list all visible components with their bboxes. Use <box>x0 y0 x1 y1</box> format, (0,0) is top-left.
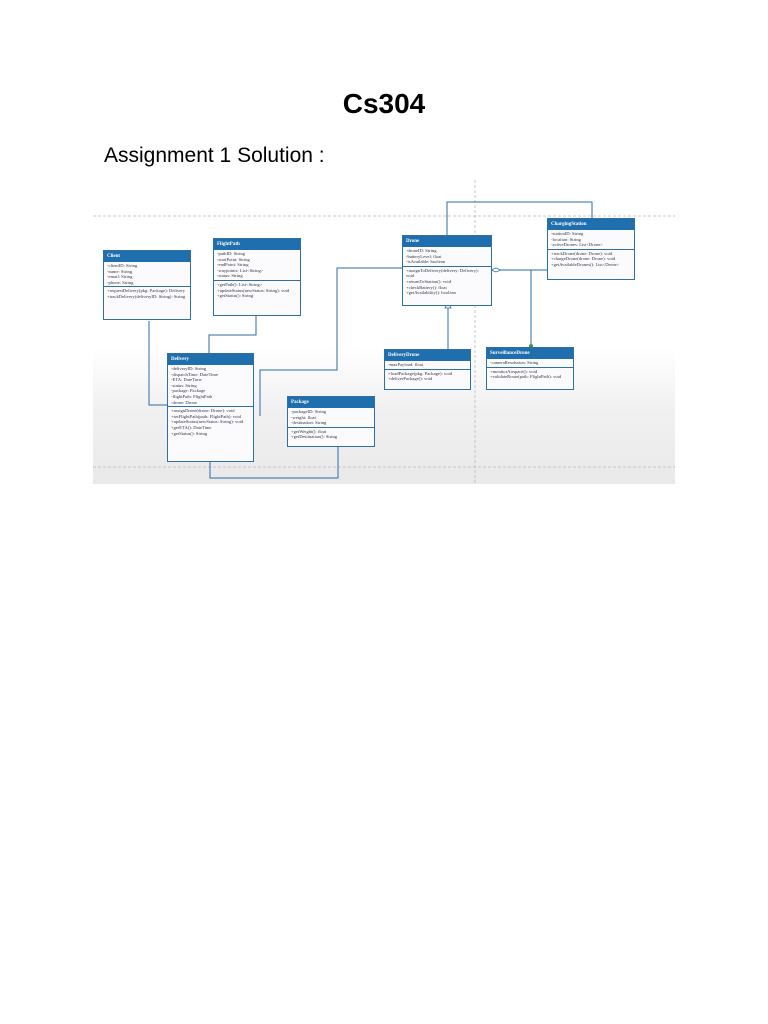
class-client-method: +trackDelivery(deliveryID: String): String <box>107 293 186 299</box>
document-title: Cs304 <box>342 88 426 119</box>
class-chargingstation-method: +getAvailableDrones(): List<Drone> <box>551 261 620 267</box>
class-flightpath-attr: -waypoints: List<String> <box>217 267 264 273</box>
class-flightpath-attr: -status: String <box>217 273 243 279</box>
class-delivery-method: +setFlightPath(path: FlightPath): void <box>171 413 241 419</box>
class-chargingstation-attr: -stationID: String <box>551 231 584 236</box>
class-delivery-attr: -dispatchTime: DateTime <box>171 371 219 377</box>
class-drone-attr: -isAvailable: boolean <box>406 259 446 265</box>
class-delivery-attr: -flightPath: FlightPath <box>171 393 213 399</box>
class-surveillancedrone <box>486 347 574 390</box>
class-package <box>287 396 375 447</box>
class-delivery-method: +assignDrone(drone: Drone): void <box>171 408 235 414</box>
class-package-attr: -weight: float <box>291 414 316 420</box>
class-delivery-attr: -deliveryID: String <box>171 366 207 371</box>
class-client-name: Client <box>104 251 190 262</box>
class-client-attr: -email: String <box>107 274 133 280</box>
class-delivery-attr: -package: Package <box>171 388 206 394</box>
class-surveillancedrone-method: +monitorAirspace(): void <box>490 368 538 374</box>
class-chargingstation-attr: -location: String <box>551 236 581 242</box>
class-drone-method: +returnToStation(): void <box>406 278 452 284</box>
class-deliverydrone <box>384 349 471 390</box>
class-package-method: +getDestination(): String <box>291 434 338 440</box>
class-chargingstation-method: +chargeDrone(drone: Drone): void <box>551 256 616 262</box>
class-package-method: +getWeight(): float <box>291 428 327 434</box>
class-delivery-method: +updateStatus(newStatus: String): void <box>171 419 244 425</box>
class-chargingstation <box>547 218 635 280</box>
class-deliverydrone-method: +deliverPackage(): void <box>388 376 433 382</box>
class-chargingstation-attr: -activeDrones: List<Drone> <box>551 242 603 248</box>
class-package-attr: -destination: String <box>291 420 327 426</box>
class-delivery-method: +getStatus(): String <box>171 430 208 436</box>
class-package-name: Package <box>288 397 374 408</box>
class-delivery <box>167 353 254 462</box>
class-drone-attr: -droneID: String <box>406 248 437 253</box>
class-flightpath-attr: -startPoint: String <box>217 256 250 262</box>
class-chargingstation-name: ChargingStation <box>548 219 634 230</box>
class-deliverydrone-attr: -maxPayload: float <box>388 362 424 367</box>
class-flightpath-method: +getStatus(): String <box>217 293 254 299</box>
class-drone-method: +getAvailability(): boolean <box>406 290 456 296</box>
class-deliverydrone-name: DeliveryDrone <box>385 350 470 361</box>
class-client <box>103 250 191 320</box>
class-delivery-attr: -drone: Drone <box>171 399 197 405</box>
class-client-attr: -clientID: String <box>107 263 138 268</box>
class-surveillancedrone-method: +validateRoute(path: FlightPath): void <box>490 374 562 380</box>
class-client-attr: -name: String <box>107 268 133 274</box>
class-drone <box>402 235 492 306</box>
class-delivery-attr: -status: String <box>171 382 197 388</box>
class-surveillancedrone-attr: -cameraResolution: String <box>490 360 539 365</box>
class-chargingstation-method: +trackDrone(drone: Drone): void <box>551 250 613 256</box>
class-flightpath-name: FlightPath <box>214 239 300 250</box>
class-flightpath-attr: -endPoint: String <box>217 262 249 268</box>
class-drone-name: Drone <box>403 236 491 247</box>
class-delivery-name: Delivery <box>168 354 253 365</box>
document-subtitle: Assignment 1 Solution : <box>104 144 325 167</box>
class-flightpath-attr: -pathID: String <box>217 251 245 256</box>
class-drone-method: +assignToDelivery(delivery: Delivery): void <box>406 267 479 279</box>
class-flightpath-method: +updateStatus(newStatus: String): void <box>217 287 290 293</box>
class-drone-attr: -batteryLevel: float <box>406 253 442 259</box>
class-drone-method: +checkBattery(): float <box>406 284 447 290</box>
class-flightpath-method: +getPath(): List<String> <box>217 281 263 287</box>
class-client-attr: -phone: String <box>107 279 134 285</box>
class-delivery-attr: -ETA: DateTime <box>171 377 202 383</box>
class-package-attr: -packageID: String <box>291 409 327 414</box>
class-surveillancedrone-name: SurveillanceDrone <box>487 348 573 359</box>
class-deliverydrone-method: +loadPackage(pkg: Package): void <box>388 370 453 376</box>
class-delivery-method: +getETA(): DateTime <box>171 424 212 430</box>
uml-class-diagram <box>93 180 675 484</box>
class-client-method: +requestDelivery(pkg: Package): Delivery <box>107 288 186 294</box>
class-flightpath <box>213 238 301 316</box>
